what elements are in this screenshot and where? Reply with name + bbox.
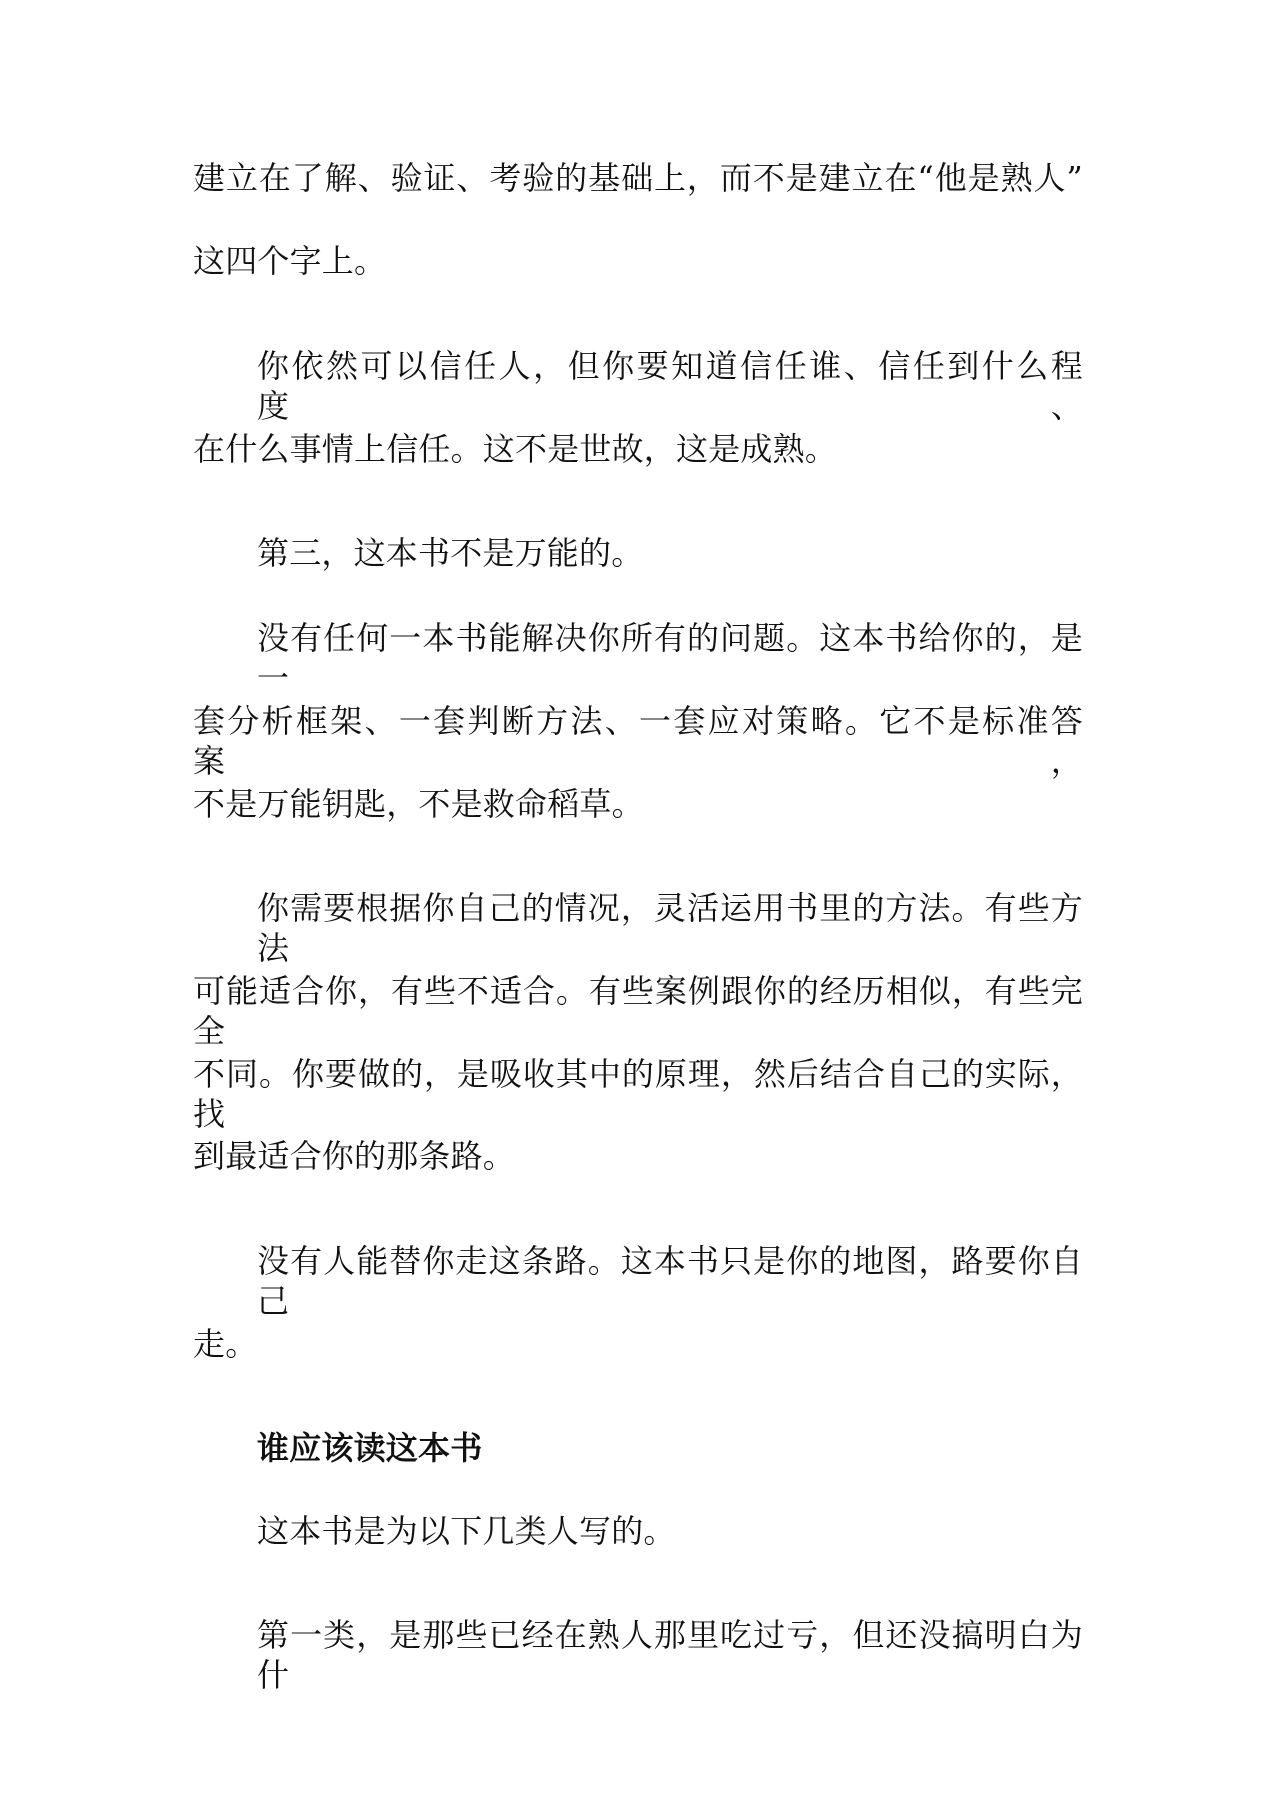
paragraph-4-line-3: 不是万能钥匙，不是救命稻草。 (193, 785, 644, 823)
paragraph-5-line-3: 不同。你要做的，是吸收其中的原理，然后结合自己的实际，找 (193, 1055, 1083, 1133)
section-heading: 谁应该读这本书 (257, 1429, 483, 1467)
paragraph-1-line-1: 建立在了解、验证、考验的基础上，而不是建立在“他是熟人” (193, 159, 1083, 197)
paragraph-3-line-1: 第三，这本书不是万能的。 (257, 534, 644, 572)
paragraph-2-line-1: 你依然可以信任人，但你要知道信任谁、信任到什么程度、 (257, 347, 1083, 425)
paragraph-5-line-4: 到最适合你的那条路。 (193, 1137, 516, 1175)
paragraph-2-line-2: 在什么事情上信任。这不是世故，这是成熟。 (193, 430, 838, 468)
paragraph-5-line-1: 你需要根据你自己的情况，灵活运用书里的方法。有些方法 (257, 889, 1083, 967)
paragraph-4-line-1: 没有任何一本书能解决你所有的问题。这本书给你的，是一 (257, 619, 1083, 697)
paragraph-7-line-1: 这本书是为以下几类人写的。 (257, 1512, 676, 1550)
paragraph-5-line-2: 可能适合你，有些不适合。有些案例跟你的经历相似，有些完全 (193, 972, 1083, 1050)
paragraph-8-line-1: 第一类，是那些已经在熟人那里吃过亏，但还没搞明白为什 (257, 1616, 1083, 1694)
paragraph-1-line-2: 这四个字上。 (193, 242, 387, 280)
paragraph-4-line-2: 套分析框架、一套判断方法、一套应对策略。它不是标准答案， (193, 702, 1083, 780)
paragraph-6-line-1: 没有人能替你走这条路。这本书只是你的地图，路要你自己 (257, 1242, 1083, 1320)
paragraph-6-line-2: 走。 (193, 1325, 258, 1363)
